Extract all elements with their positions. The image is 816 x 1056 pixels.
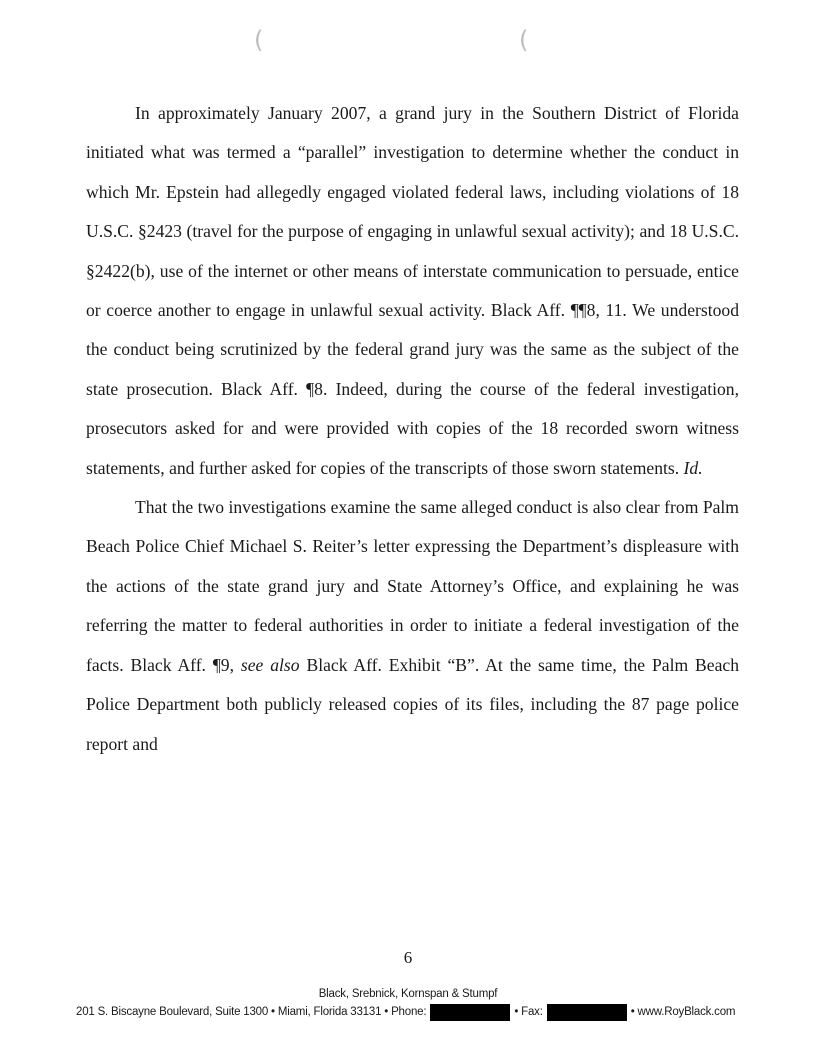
footer-address-line xyxy=(76,1003,756,1021)
footer-address: 201 S. Biscayne Boulevard, Suite 1300 • Miami, Florida 33131 • Phone: xyxy=(76,1006,427,1018)
body-text xyxy=(86,94,739,764)
footer-website: • www.RoyBlack.com xyxy=(630,1006,736,1018)
fax-redaction xyxy=(547,1004,627,1021)
paragraph-2-text-cont: Black Aff. Exhibit “B”. At the same time, the Palm Beach Police Department both publicly released copies of its files, including the 87 page police report and xyxy=(86,654,739,754)
scan-mark: ( xyxy=(519,26,529,54)
paragraph-2 xyxy=(86,488,739,764)
page-number: 6 xyxy=(403,948,413,967)
id-citation: Id. xyxy=(683,457,703,478)
scan-mark: ( xyxy=(254,26,264,54)
footer-firm-name: Black, Srebnick, Kornspan & Stumpf xyxy=(318,988,498,1000)
paragraph-1-text: In approximately January 2007, a grand jury in the Southern District of Florida initiated what was termed a “parallel” investigation to determine whether the conduct in which Mr. Epstein had allegedly engaged violated federal laws, including violations of 18 U.S.C. §2423 (travel for the purpose of engaging in unlawful sexual activity); and 18 U.S.C. §2422(b), use of the internet or other means of interstate communication to persuade, entice or coerce another to engage in unlawful sexual activity. Black Aff. ¶¶8, 11. We understood the conduct being scrutinized by the federal grand jury was the same as the subject of the state prosecution. Black Aff. ¶8. Indeed, during the course of the federal investigation, prosecutors asked for and were provided with copies of the 18 recorded sworn witness statements, and further asked for copies of the transcripts of those sworn statements. xyxy=(86,103,739,478)
footer-fax-label: • Fax: xyxy=(514,1006,543,1018)
paragraph-1 xyxy=(86,94,739,488)
phone-redaction xyxy=(430,1004,510,1021)
paragraph-2-text: That the two investigations examine the same alleged conduct is also clear from Palm Beach Police Chief Michael S. Reiter’s letter expressing the Department’s displeasure with the actions of the state grand jury and State Attorney’s Office, and explaining he was referring the matter to federal authorities in order to initiate a federal investigation of the facts. Black Aff. ¶9, xyxy=(86,497,739,675)
see-also-signal: see also xyxy=(240,654,300,675)
